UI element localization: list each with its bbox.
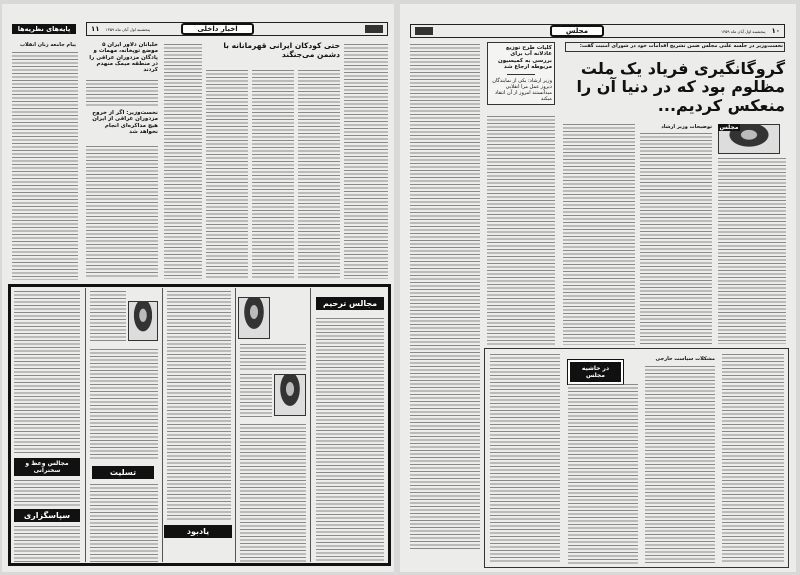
text-column bbox=[344, 44, 388, 279]
ad-sepas: سپاسگزاری bbox=[14, 509, 80, 522]
text-column bbox=[90, 349, 158, 459]
text-column bbox=[316, 318, 384, 562]
text-column bbox=[487, 116, 555, 346]
text-column bbox=[240, 424, 306, 562]
text-column bbox=[206, 70, 248, 279]
text-column bbox=[568, 384, 638, 564]
page-number: ۱۱ bbox=[91, 25, 100, 33]
text-column bbox=[640, 133, 712, 345]
left-page bbox=[2, 4, 394, 572]
text-column bbox=[718, 158, 786, 344]
text-column bbox=[563, 124, 635, 345]
text-column bbox=[164, 44, 202, 279]
right-page-header bbox=[410, 24, 785, 38]
text-column bbox=[645, 366, 715, 564]
divider bbox=[235, 288, 236, 562]
sidelines-title: در حاشیه مجلس bbox=[568, 360, 623, 384]
main-headline: حتی کودکان ایرانی قهرمانانه با دشمن می‌جنگند bbox=[223, 41, 340, 59]
logo-icon bbox=[415, 27, 433, 35]
text-column bbox=[240, 374, 272, 419]
sidebar-title: پایه‌های نظریه‌ها bbox=[12, 24, 76, 34]
text-column bbox=[12, 52, 78, 280]
portrait-photo bbox=[274, 374, 306, 416]
divider bbox=[310, 288, 311, 562]
right-page bbox=[400, 4, 796, 572]
ad-tarhim: مجالس ترحیم bbox=[316, 297, 384, 310]
divider bbox=[85, 288, 86, 562]
portrait-photo bbox=[238, 297, 270, 339]
story-headline: خلبانان دلاور ایران ۵ موضع توپخانه، مهمات و پادگان مزدوران عراقی را در منطقه میمک منهدم کردند bbox=[89, 42, 158, 74]
side-story-box bbox=[487, 42, 555, 105]
text-column bbox=[252, 70, 294, 279]
ad-tasliat: تسلیت bbox=[92, 466, 154, 479]
text-column bbox=[410, 44, 480, 549]
divider bbox=[507, 74, 535, 75]
date: پنجشنبه اول آبان ماه ۱۳۵۹ bbox=[720, 28, 766, 34]
text-column bbox=[167, 291, 231, 521]
section-label: اخبار داخلی bbox=[181, 23, 253, 35]
text-column bbox=[86, 80, 158, 106]
section-label: مجلس bbox=[550, 25, 604, 37]
ad-vaaz: مجالس وعظ و سخنرانی bbox=[14, 458, 80, 476]
side-text: وزیر ارشاد: یکی از نمایندگان دیروز عمل مرا انقلابی میدانستند امروز از آن انتقاد میکند bbox=[492, 78, 552, 102]
subhead: توضیحات وزیر ارشاد bbox=[661, 124, 712, 130]
divider bbox=[162, 288, 163, 562]
ad-yadbood: یادبود bbox=[164, 525, 232, 538]
side-headline: کلیات طرح توزیع عادلانه آب برای بررسی به کمیسیون مربوطه ارجاع شد bbox=[498, 45, 552, 70]
date: پنجشنبه اول آبان ماه ۱۳۵۹ bbox=[105, 26, 151, 32]
text-column bbox=[490, 354, 560, 564]
left-page-header bbox=[86, 22, 388, 36]
kicker: نخست‌وزیر در جلسه علنی مجلس ضمن تشریح اقدامات خود در شورای امنیت گفت: bbox=[565, 42, 785, 52]
subhead: مشکلات سیاست خارجی bbox=[655, 356, 715, 362]
text-column bbox=[722, 354, 784, 564]
logo-icon bbox=[365, 25, 383, 33]
sidebar-subhead: پیام جامعه زنان انقلاب bbox=[19, 42, 76, 48]
text-column bbox=[14, 526, 80, 562]
text-column bbox=[14, 291, 80, 454]
text-column bbox=[90, 291, 126, 341]
text-column bbox=[90, 484, 158, 562]
page-number: ۱۰ bbox=[771, 27, 780, 35]
photo-label: مجلس bbox=[719, 124, 739, 131]
text-column bbox=[240, 344, 306, 372]
text-column bbox=[298, 70, 340, 279]
text-column bbox=[14, 480, 80, 506]
text-column bbox=[86, 146, 158, 279]
main-headline: گروگانگیری فریاد یک ملت مظلوم بود که در دنیا آن را منعکس کردیم... bbox=[576, 59, 785, 115]
portrait-photo bbox=[128, 301, 158, 341]
story-headline: نخست‌وزیر: اگر از خروج مزدوران عراقی از ایران هیچ مذاکره‌ای انجام نخواهد شد bbox=[92, 110, 158, 135]
